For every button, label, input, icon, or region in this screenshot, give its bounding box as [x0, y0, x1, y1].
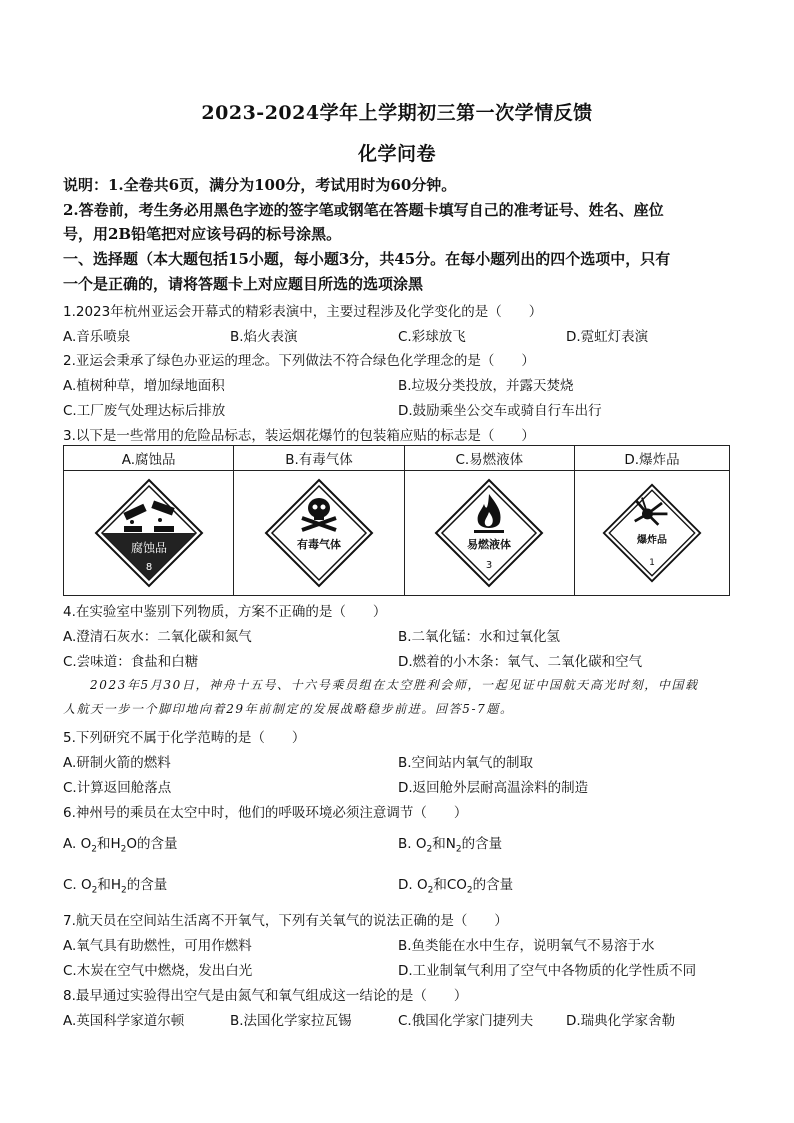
- page-title: 2023-2024学年上学期初三第一次学情反馈: [201, 102, 593, 124]
- o2-formula: O: [415, 836, 427, 852]
- question-5-option-d: D.返回舱外层耐高温涂料的制造: [398, 780, 589, 796]
- option-letter: D.: [398, 877, 417, 893]
- question-5-option-b: B.空间站内氧气的制取: [398, 755, 534, 771]
- question-7-option-d: D.工业制氧气利用了空气中各物质的化学性质不同: [398, 963, 697, 979]
- question-5-option-a: A.研制火箭的燃料: [63, 755, 171, 771]
- formula-text: 的含量: [126, 877, 168, 893]
- question-1-stem: 1.2023年杭州亚运会开幕式的精彩表演中，主要过程涉及化学变化的是（ ）: [63, 304, 543, 320]
- question-1-option-a: A.音乐喷泉: [63, 329, 131, 345]
- question-7-option-b: B.鱼类能在水中生存，说明氧气不易溶于水: [398, 938, 655, 954]
- o2-formula: O: [81, 877, 92, 893]
- passage-line-1: 2023年5月30日，神舟十五号、十六号乘员组在太空胜利会师，一起见证中国航天高光时刻，中国载: [90, 678, 699, 692]
- question-1-option-c: C.彩球放飞: [398, 329, 466, 345]
- formula-text: 的含量: [461, 836, 503, 852]
- formula-text: 和H: [97, 877, 122, 893]
- formula-text: 和CO: [433, 877, 467, 893]
- question-2-option-c: C.工厂废气处理达标后排放: [63, 403, 226, 419]
- sign-header-c: C.易燃液体: [404, 446, 574, 471]
- section-heading-1: 一、选择题（本大题包括15小题，每小题3分，共45分。在每小题列出的四个选项中，只有: [63, 250, 671, 268]
- subscript-2: 2: [427, 885, 434, 896]
- question-8-option-a: A.英国科学家道尔顿: [63, 1013, 185, 1029]
- subscript-2: 2: [426, 844, 433, 855]
- question-6-option-d: [398, 873, 513, 896]
- toxic-gas-sign-cell: [234, 471, 404, 596]
- option-letter: C.: [63, 877, 82, 893]
- flammable-liquid-sign-number: 3: [486, 560, 493, 571]
- note-line-2: 2.答卷前，考生务必用黑色字迹的签字笔或钢笔在答题卡填写自己的准考证号、姓名、座位: [63, 201, 664, 219]
- explosion-sign-icon: [602, 483, 702, 583]
- question-6-stem: 6.神州号的乘员在太空中时，他们的呼吸环境必须注意调节（ ）: [63, 805, 468, 821]
- question-4-option-b: B.二氧化锰：水和过氧化氢: [398, 629, 561, 645]
- question-7-option-c: C.木炭在空气中燃烧，发出白光: [63, 963, 253, 979]
- question-8-option-c: C.俄国化学家门捷列夫: [398, 1013, 534, 1029]
- question-7-option-a: A.氧气具有助燃性，可用作燃料: [63, 938, 252, 954]
- flammable-liquid-sign-cell: [404, 471, 574, 596]
- question-6-option-a: [63, 832, 178, 855]
- question-4-stem: 4.在实验室中鉴别下列物质，方案不正确的是（ ）: [63, 604, 387, 620]
- question-8-stem: 8.最早通过实验得出空气是由氮气和氧气组成这一结论的是（ ）: [63, 988, 468, 1004]
- formula-text: 和N: [432, 836, 456, 852]
- skull-sign-icon: [264, 478, 374, 588]
- question-2-option-d: D.鼓励乘坐公交车或骑自行车出行: [398, 403, 602, 419]
- question-6-option-b: [398, 832, 502, 855]
- explosive-sign-cell: [574, 471, 729, 596]
- corrosive-sign-text: 腐蚀品: [130, 541, 167, 555]
- sign-header-a: A.腐蚀品: [64, 446, 234, 471]
- subscript-2: 2: [466, 885, 473, 896]
- question-6-option-c: [63, 873, 167, 896]
- option-letter: A.: [63, 836, 81, 852]
- question-2-stem: 2.亚运会秉承了绿色办亚运的理念。下列做法不符合绿色化学理念的是（ ）: [63, 353, 535, 369]
- sign-header-d: D.爆炸品: [574, 446, 729, 471]
- o2-formula: O: [416, 877, 428, 893]
- subscript-2: 2: [91, 885, 98, 896]
- o2-formula: O: [80, 836, 92, 852]
- question-1-option-d: D.霓虹灯表演: [566, 329, 649, 345]
- subscript-2: 2: [121, 885, 127, 896]
- question-1-option-b: B.焰火表演: [230, 329, 298, 345]
- explosive-sign-number: 1: [649, 557, 655, 568]
- formula-text: 的含量: [472, 877, 514, 893]
- toxic-gas-sign-text: 有毒气体: [296, 538, 341, 551]
- subscript-2: 2: [455, 844, 462, 855]
- note-line-3: 号，用2B铅笔把对应该号码的标号涂黑。: [63, 225, 342, 243]
- formula-text: 和H: [96, 836, 121, 852]
- question-5-stem: 5.下列研究不属于化学范畴的是（ ）: [63, 730, 306, 746]
- flame-sign-icon: [434, 478, 544, 588]
- question-8-option-d: D.瑞典化学家舍勒: [566, 1013, 676, 1029]
- question-4-option-c: C.尝味道：食盐和白糖: [63, 654, 199, 670]
- question-3-stem: 3.以下是一些常用的危险品标志，装运烟花爆竹的包装箱应贴的标志是（ ）: [63, 428, 535, 444]
- subscript-2: 2: [120, 844, 127, 855]
- question-7-stem: 7.航天员在空间站生活离不开氧气，下列有关氧气的说法正确的是（ ）: [63, 913, 508, 929]
- corrosive-sign-cell: [64, 471, 234, 596]
- corrosive-sign-icon: [94, 478, 204, 588]
- question-8-option-b: B.法国化学家拉瓦锡: [230, 1013, 352, 1029]
- question-2-option-a: A.植树种草，增加绿地面积: [63, 378, 225, 394]
- hazard-sign-table: [63, 445, 730, 596]
- question-4-option-a: A.澄清石灰水：二氧化碳和氮气: [63, 629, 252, 645]
- explosive-sign-text: 爆炸品: [636, 535, 667, 546]
- subscript-2: 2: [91, 844, 97, 855]
- note-line-1: 说明：1.全卷共6页，满分为100分，考试用时为60分钟。: [63, 176, 457, 194]
- question-5-option-c: C.计算返回舱落点: [63, 780, 172, 796]
- question-4-option-d: D.燃着的小木条：氧气、二氧化碳和空气: [398, 654, 643, 670]
- sign-header-b: B.有毒气体: [234, 446, 404, 471]
- passage-line-2: 人航天一步一个脚印地向着29年前制定的发展战略稳步前进。回答5-7题。: [63, 702, 514, 716]
- flammable-liquid-sign-text: 易燃液体: [467, 538, 512, 551]
- corrosive-sign-number: 8: [145, 562, 152, 573]
- option-letter: B.: [398, 836, 416, 852]
- question-2-option-b: B.垃圾分类投放，并露天焚烧: [398, 378, 574, 394]
- page-subtitle: 化学问卷: [357, 143, 436, 165]
- section-heading-2: 一个是正确的，请将答题卡上对应题目所选的选项涂黑: [63, 275, 424, 293]
- formula-text: O的含量: [126, 836, 178, 852]
